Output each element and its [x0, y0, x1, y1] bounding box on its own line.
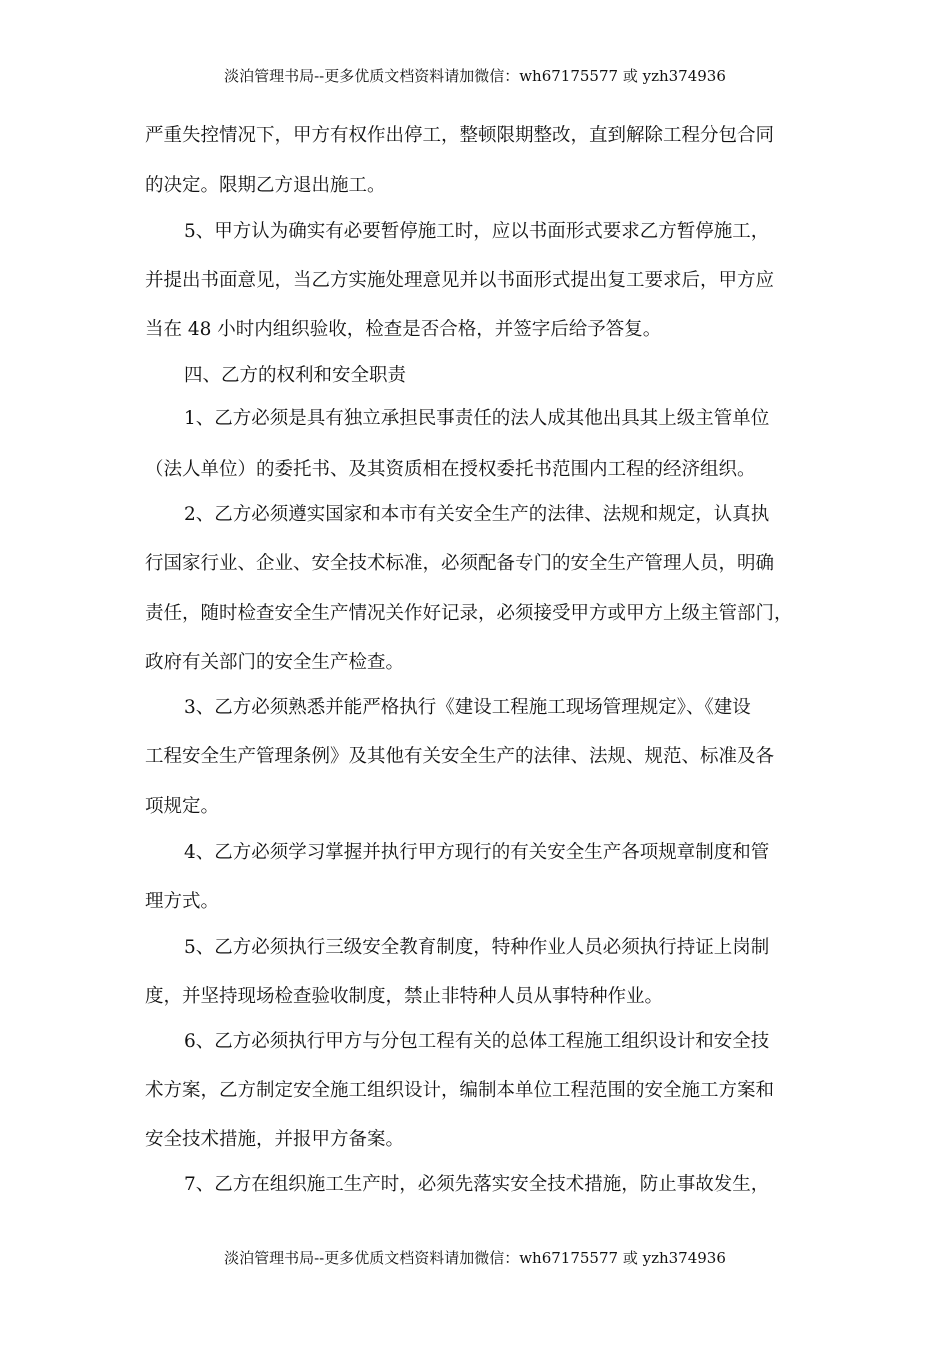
body-line: 严重失控情况下，甲方有权作出停工，整顿限期整改，直到解除工程分包合同 [145, 125, 775, 146]
body-line: 责任，随时检查安全生产情况关作好记录，必须接受甲方或甲方上级主管部门， [145, 603, 793, 624]
body-line: 理方式。 [145, 891, 220, 912]
body-line: 4、乙方必须学习掌握并执行甲方现行的有关安全生产各项规章制度和管 [184, 842, 770, 863]
body-line: 安全技术措施，并报甲方备案。 [145, 1129, 405, 1150]
page-footer: 淡泊管理书局--更多优质文档资料请加微信：wh67175577 或 yzh374936 [224, 1249, 726, 1267]
body-line: 并提出书面意见，当乙方实施处理意见并以书面形式提出复工要求后，甲方应 [145, 270, 775, 291]
body-line: 3、乙方必须熟悉并能严格执行《建设工程施工现场管理规定》、《建设 [184, 697, 751, 718]
body-line: 术方案，乙方制定安全施工组织设计，编制本单位工程范围的安全施工方案和 [145, 1080, 775, 1101]
body-line: 的决定。限期乙方退出施工。 [145, 175, 386, 196]
body-line: 工程安全生产管理条例》及其他有关安全生产的法律、法规、规范、标准及各 [145, 746, 775, 767]
body-line: 行国家行业、企业、安全技术标准，必须配备专门的安全生产管理人员，明确 [145, 553, 775, 574]
body-line: 7、乙方在组织施工生产时，必须先落实安全技术措施，防止事故发生， [184, 1174, 770, 1195]
body-line: 2、乙方必须遵实国家和本市有关安全生产的法律、法规和规定，认真执 [184, 504, 770, 525]
body-line: 政府有关部门的安全生产检查。 [145, 652, 405, 673]
body-line: 度，并坚持现场检查验收制度，禁止非特种人员从事特种作业。 [145, 986, 664, 1007]
body-line: 5、甲方认为确实有必要暂停施工时，应以书面形式要求乙方暂停施工， [184, 221, 770, 242]
body-line: 1、乙方必须是具有独立承担民事责任的法人成其他出具其上级主管单位 [184, 408, 770, 429]
body-line: 5、乙方必须执行三级安全教育制度，特种作业人员必须执行持证上岗制 [184, 937, 770, 958]
body-line: （法人单位）的委托书、及其资质相在授权委托书范围内工程的经济组织。 [145, 459, 756, 480]
page-header: 淡泊管理书局--更多优质文档资料请加微信：wh67175577 或 yzh374936 [224, 67, 726, 85]
body-line: 6、乙方必须执行甲方与分包工程有关的总体工程施工组织设计和安全技 [184, 1031, 770, 1052]
body-line: 当在 48 小时内组织验收，检查是否合格，并签字后给予答复。 [145, 319, 662, 340]
body-line: 项规定。 [145, 796, 220, 817]
section-heading: 四、乙方的权利和安全职责 [184, 365, 407, 386]
